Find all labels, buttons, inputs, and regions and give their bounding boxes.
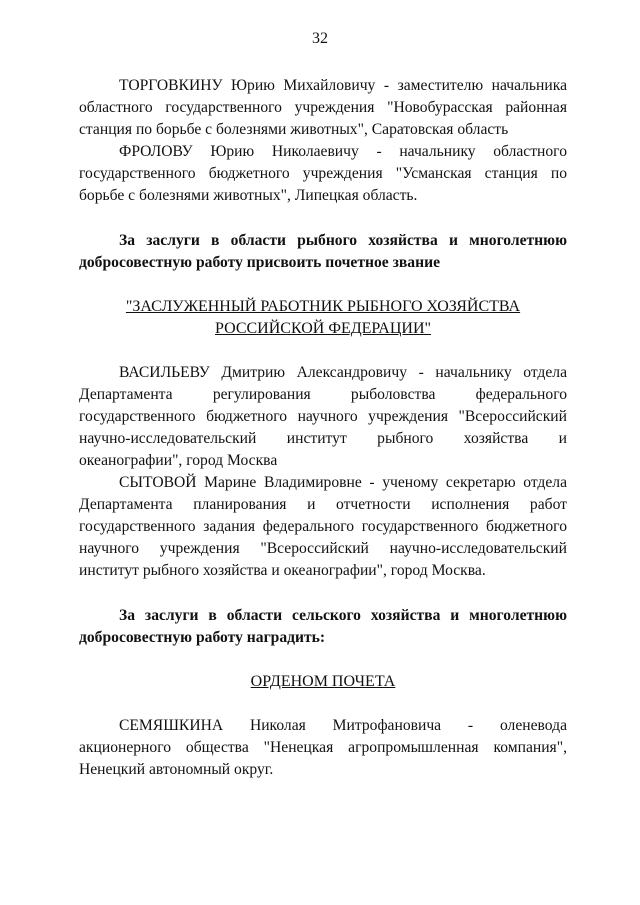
award-title: ОРДЕНОМ ПОЧЕТА bbox=[250, 673, 396, 690]
recipient-paragraph: СЫТОВОЙ Марине Владимировне - ученому секретарю отдела Департамента планирования и отчетности исполнения работ государственного задания федерального государственного бюджетного научного учреждения "Всероссийский научно-исследовательский институт рыбного хозяйства и океанографии", город Москва. bbox=[79, 474, 567, 579]
page-number: 32 bbox=[312, 30, 328, 47]
spacer bbox=[79, 649, 567, 671]
spacer bbox=[79, 207, 567, 230]
recipient-paragraph: ВАСИЛЬЕВУ Дмитрию Александровичу - начальнику отдела Департамента регулирования рыболовства федерального государственного бюджетного научного учреждения "Всероссийский научно-исследовательский институт рыбного хозяйства и океанографии", город Москва bbox=[79, 364, 567, 469]
spacer bbox=[79, 340, 567, 362]
spacer bbox=[79, 693, 567, 715]
section-intro-fishery: За заслуги в области рыбного хозяйства и многолетнюю добросовестную работу присвоить почетное звание bbox=[79, 232, 567, 271]
section-intro-agriculture: За заслуги в области сельского хозяйства и многолетнюю добросовестную работу наградить: bbox=[79, 607, 567, 646]
spacer bbox=[79, 274, 567, 296]
document-body bbox=[79, 75, 567, 781]
recipient-paragraph: СЕМЯШКИНА Николая Митрофановича - оленевода акционерного общества "Ненецкая агропромышленная компания", Ненецкий автономный округ. bbox=[79, 717, 567, 778]
award-title-line: РОССИЙСКОЙ ФЕДЕРАЦИИ" bbox=[214, 320, 432, 337]
recipient-paragraph: ТОРГОВКИНУ Юрию Михайловичу - заместителю начальника областного государственного учреждения "Новобурасская районная станция по борьбе с болезнями животных", Саратовская область bbox=[79, 77, 567, 138]
recipient-paragraph: ФРОЛОВУ Юрию Николаевичу - начальнику областного государственного бюджетного учреждения "Усманская станция по борьбе с болезнями животных", Липецкая область. bbox=[79, 143, 567, 204]
spacer bbox=[79, 582, 567, 605]
award-title-line: "ЗАСЛУЖЕННЫЙ РАБОТНИК РЫБНОГО ХОЗЯЙСТВА bbox=[125, 298, 521, 315]
